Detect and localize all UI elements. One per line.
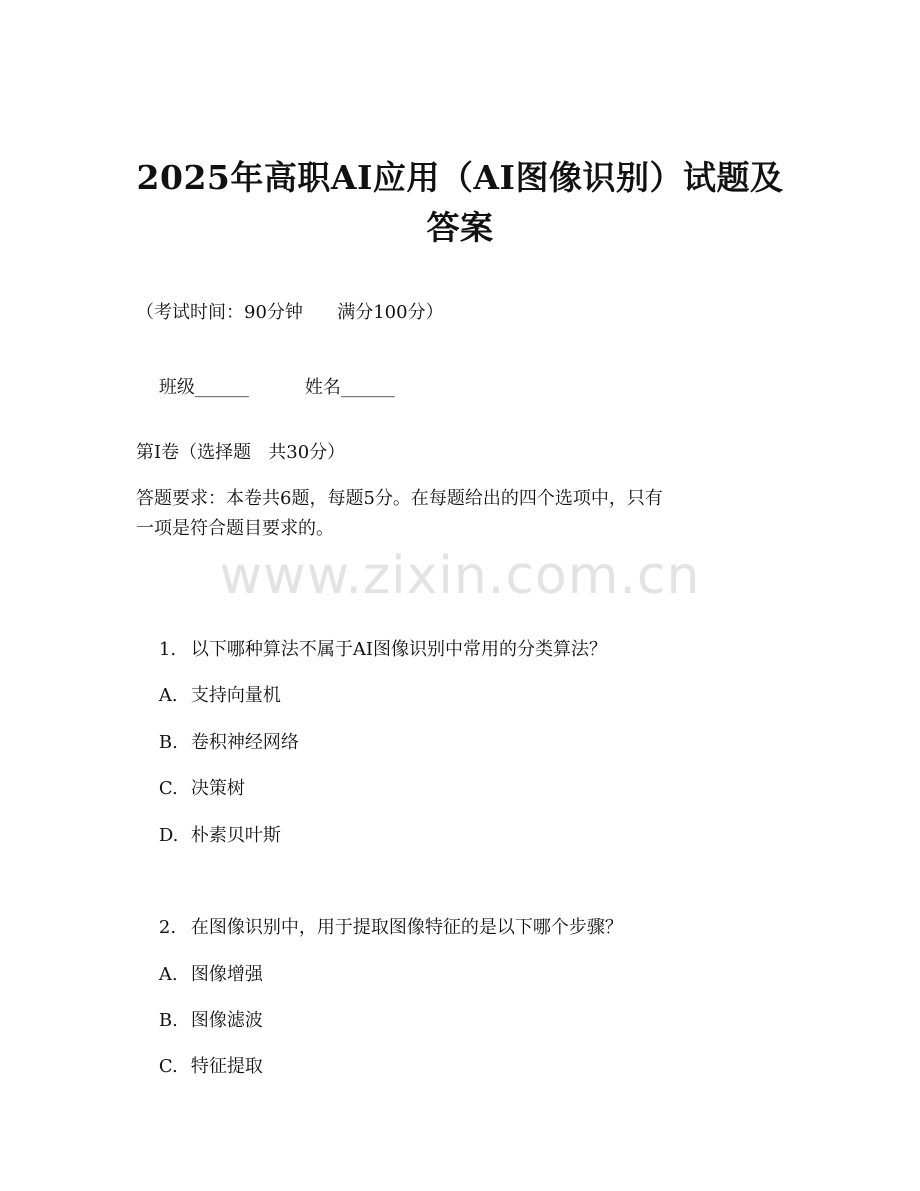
option-letter: A. [158, 964, 178, 985]
section-instructions-line-2: 一项是符合题目要求的。 [136, 518, 334, 539]
option-letter: A. [158, 685, 178, 706]
option-text: 图像增强 [190, 964, 263, 985]
name-field-label: 姓名______ [304, 377, 395, 398]
option-text: 朴素贝叶斯 [190, 825, 281, 846]
option-letter: B. [158, 732, 178, 753]
document-title-line-2: 答案 [426, 208, 494, 247]
option-letter: B. [158, 1010, 178, 1031]
option-text: 图像滤波 [190, 1010, 263, 1031]
section-heading: 第I卷（选择题 共30分） [136, 442, 346, 463]
question-text: 在图像识别中，用于提取图像特征的是以下哪个步骤？ [190, 917, 623, 938]
watermark: www.zixin.com.cn [219, 546, 701, 606]
option-letter: C. [158, 778, 178, 799]
question-1-option-d [136, 797, 281, 875]
exam-info: （考试时间：90分钟 满分100分） [136, 302, 444, 323]
question-number: 2. [158, 917, 177, 938]
section-instructions-line-1: 答题要求：本卷共6题，每题5分。在每题给出的四个选项中，只有 [136, 488, 663, 509]
question-number: 1. [158, 639, 177, 660]
question-text: 以下哪种算法不属于AI图像识别中常用的分类算法？ [190, 639, 607, 660]
student-info-row [136, 349, 395, 427]
option-letter: C. [158, 1056, 178, 1077]
question-2-option-c [136, 1028, 263, 1106]
class-field-label: 班级______ [158, 377, 249, 398]
option-text: 决策树 [190, 778, 245, 799]
option-text: 支持向量机 [190, 685, 281, 706]
option-letter: D. [158, 825, 179, 846]
document-title-line-1: 2025年高职AI应用（AI图像识别）试题及 [136, 158, 784, 197]
option-text: 卷积神经网络 [190, 732, 299, 753]
option-text: 特征提取 [190, 1056, 263, 1077]
